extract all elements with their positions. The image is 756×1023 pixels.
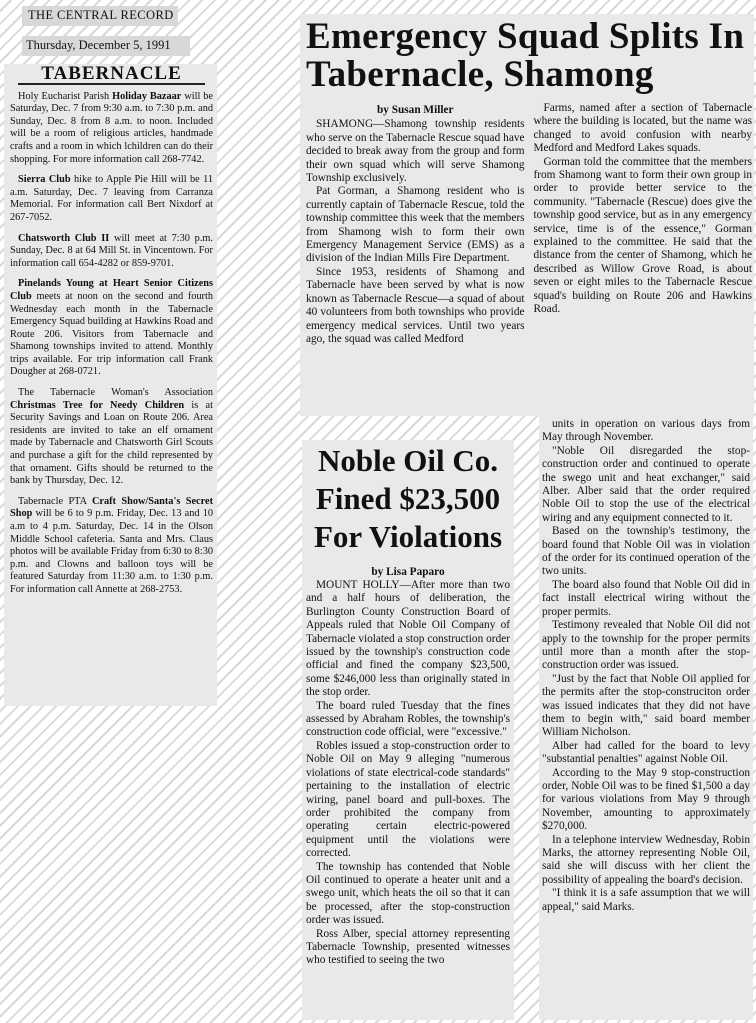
notice-lead: The Tabernacle Woman's Association xyxy=(18,387,213,399)
tabernacle-column xyxy=(4,64,217,706)
article-paragraph: "I think it is a safe assumption that we will appeal," said Marks. xyxy=(542,887,750,913)
notice-text: meets at noon on the second and fourth Wednesday each month in the Tabernacle Emergency Squad building at Hawkins Road and Route 206. Visitors from Tabernacle and Shamong townships invited to attend. Monthly trips available. For trip information call Frank Dougher at 268-0721. xyxy=(10,290,213,378)
article-paragraph: Robles issued a stop-construction order to Noble Oil on May 9 alleging "numerous violations of state electrical-code standards" pertaining to the installation of electric wiring, panel board and pull-boxes. The order prohibited the company from operating certain electric-powered equipment until the violations were corrected. xyxy=(306,739,510,860)
article-column-1 xyxy=(306,102,525,346)
notice-item xyxy=(10,496,213,597)
article-column-1 xyxy=(306,579,510,968)
notice-item xyxy=(10,91,213,167)
article-headline: Emergency Squad Splits In Tabernacle, Shamong xyxy=(306,16,745,95)
article-paragraph: Ross Alber, special attorney representing Tabernacle Township, presented witnesses who testified to seeing the two xyxy=(306,927,510,967)
byline: by Lisa Paparo xyxy=(371,566,445,578)
article-column-2 xyxy=(534,102,753,346)
notice-item xyxy=(10,278,213,379)
tabernacle-heading: TABERNACLE xyxy=(18,68,205,85)
notice-lead: Tabernacle PTA xyxy=(18,495,92,507)
article-paragraph: Pat Gorman, a Shamong resident who is currently captain of Tabernacle Rescue, told the township committee this week that the members from Shamong wish to form their own Emergency Management Service (EMS) as a division of the Indian Mills Fire Department. xyxy=(306,185,525,265)
notice-text: is at Security Savings and Loan on Route 206. Area residents are invited to take an elf ornament made by Tabernacle and Chatsworth Girl Scouts and purchase a gift for the child represented by that ornament. Gifts should be returned to the bank by Thursday, Dec. 12. xyxy=(10,399,213,487)
article-paragraph: Alber had called for the board to levy "substantial penalties" against Noble Oil. xyxy=(542,739,750,766)
article-headline: Noble Oil Co. Fined $23,500 For Violations xyxy=(313,443,503,554)
notice-item xyxy=(10,233,213,271)
notice-title: Craft Show/Santa's Secret Shop xyxy=(10,495,214,520)
article-paragraph: The board ruled Tuesday that the fines assessed by Abraham Robles, the township's construction code official, were "excessive." xyxy=(306,699,510,739)
notice-lead: Holy Eucharist Parish xyxy=(18,90,113,102)
byline: by Susan Miller xyxy=(376,104,454,116)
emergency-squad-article xyxy=(300,14,754,416)
notice-title: Christmas Tree for Needy Children xyxy=(10,399,185,411)
publication-date: Thursday, December 5, 1991 xyxy=(22,36,190,56)
notice-title: Holiday Bazaar xyxy=(112,90,182,102)
article-paragraph: Farms, named after a section of Tabernacle where the building is located, but the name was changed to avoid confusion with nearby Medford and Medford Lakes squads. xyxy=(533,102,752,155)
article-paragraph: Gorman told the committee that the members from Shamong want to form their own group in order to provide better service to the community. "Tabernacle (Rescue) does give the township good service, but as in any emergency service, time is of the essence," Gorman explained to the committee. He said that the distance from the center of Shamong, which he described as Willow Grove Road, is about seven or eight miles to the Tabernacle Rescue squad's building on Route 206 and Hawkins Road. xyxy=(533,155,752,316)
tabernacle-items xyxy=(10,91,213,597)
article-paragraph: In a telephone interview Wednesday, Robin Marks, the attorney representing Noble Oil, said she will discuss with her client the possibility of appealing the board's decision. xyxy=(542,833,750,886)
notice-item xyxy=(10,174,213,224)
notice-text: will meet at 7:30 p.m. Sunday, Dec. 8 at 64 Mill St. in Vincentown. For information call 654-4282 or 859-9701. xyxy=(10,232,213,269)
article-column-2 xyxy=(542,418,750,914)
noble-oil-article xyxy=(302,440,514,1020)
article-paragraph: units in operation on various days from May through November. xyxy=(542,418,750,444)
notice-text: hike to Apple Pie Hill will be 11 a.m. Saturday, Dec. 7 leaving from Carranza Memorial. For information call Bert Nixdorf at 267-7052. xyxy=(10,174,213,223)
article-paragraph: Based on the township's testimony, the board found that Noble Oil was in violation of the order for its continued operation of the two units. xyxy=(542,525,750,578)
article-paragraph: MOUNT HOLLY—After more than two and a half hours of deliberation, the Burlington County Construction Board of Appeals ruled that Noble Oil Company of Tabernacle violated a stop construction order issued by the township's construction code official and fined the company $23,500, some $246,000 less than originally stated in the stop order. xyxy=(306,579,510,699)
newspaper-name: THE CENTRAL RECORD xyxy=(22,6,178,26)
article-paragraph: "Just by the fact that Noble Oil applied for the permits after the stop-construciton order was issued indicates that they did not have them to begin with," said board member William Nicholson. xyxy=(542,672,750,739)
article-paragraph: The board also found that Noble Oil did in fact install electrical wiring without the proper permits. xyxy=(542,578,750,618)
article-paragraph: "Noble Oil disregarded the stop-construction order and continued to operate the swego unit and heat exchanger," said Alber. Alber said that the order required Noble Oil to stop the use of the electrical wiring and any equipment connected to it. xyxy=(542,444,750,524)
noble-oil-article-continued xyxy=(539,416,753,1020)
notice-title: Pinelands Young at Heart Senior Citizens Club xyxy=(10,278,213,302)
article-paragraph: Testimony revealed that Noble Oil did not apply to the township for the proper permits until more than a month after the stop-construction order was issued. xyxy=(542,619,750,672)
article-paragraph: The township has contended that Noble Oil continued to operate a heater unit and a swego unit, which heats the oil so that it can be processed, after the stop-construction order was issued. xyxy=(306,860,510,927)
article-paragraph: Since 1953, residents of Shamong and Tabernacle have been served by what is now known as Tabernacle Rescue—a squad of about 40 volunteers from both townships who provide emergency medical services. Until two years ago, the squad was called Medford xyxy=(306,265,525,345)
notice-title: Sierra Club xyxy=(18,174,71,186)
notice-text: will be Saturday, Dec. 7 from 9:30 a.m. to 7:30 p.m. and Sunday, Dec. 8 from 8 a.m. to noon. Included will be a room of religious articles, handmade crafts and a room in which lchildren can do their shopping. For more information call 268-7742. xyxy=(10,90,214,165)
article-paragraph: SHAMONG—Shamong township residents who serve on the Tabernacle Rescue squad have decided to break away from the group and form their own squad which will serve Shamong Township exclusively. xyxy=(306,118,525,185)
article-paragraph: According to the May 9 stop-construction order, Noble Oil was to be fined $1,500 a day for various violations from May 9 through November, amounting to approximately $270,000. xyxy=(542,766,750,833)
notice-title: Chatsworth Club II xyxy=(18,232,110,244)
notice-item xyxy=(10,387,213,488)
notice-text: will be 6 to 9 p.m. Friday, Dec. 13 and 10 a.m to 4 p.m. Saturday, Dec. 14 in the Olson Middle School cafeteria. Santa and Mrs. Claus photos will be available Friday from 6:30 to 8:30 p.m. and Clowns and balloon toys will be featured Saturday from 11:30 a.m. to 1:30 p.m. For information call Annette at 268-2753. xyxy=(10,508,213,595)
